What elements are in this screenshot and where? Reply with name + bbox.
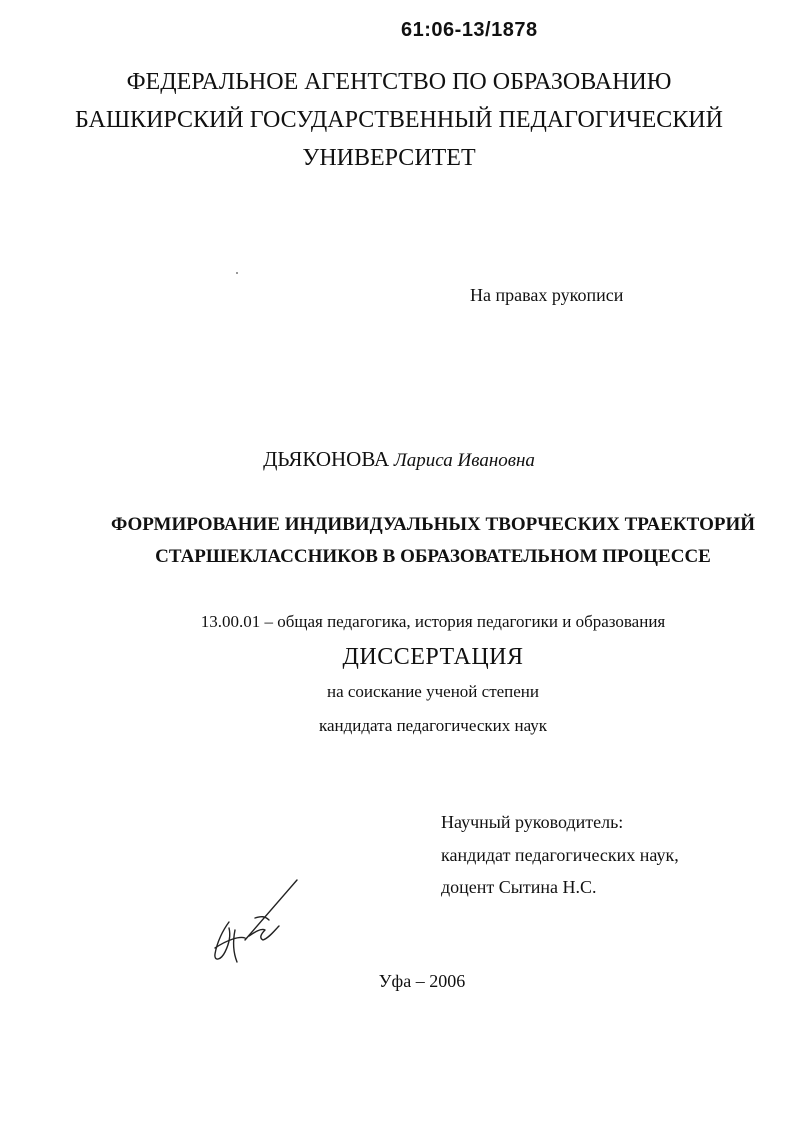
place-year: Уфа – 2006	[378, 971, 466, 991]
author-surname: ДЬЯКОНОВА	[263, 447, 390, 471]
advisor-name: доцент Сытина Н.С.	[441, 877, 597, 897]
thesis-title-line-2: СТАРШЕКЛАССНИКОВ В ОБРАЗОВАТЕЛЬНОМ ПРОЦЕССЕ	[155, 546, 711, 567]
author-name	[0, 447, 798, 472]
advisor-degree: кандидат педагогических наук,	[441, 845, 679, 865]
thesis-title-line-1: ФОРМИРОВАНИЕ ИНДИВИДУАЛЬНЫХ ТВОРЧЕСКИХ ТРАЕКТОРИЙ	[110, 514, 756, 535]
archive-code: 61:06-13/1878	[401, 19, 538, 41]
degree-line-1: на соискание ученой степени	[326, 682, 540, 701]
document-type: ДИССЕРТАЦИЯ	[342, 644, 524, 670]
degree-line-2: кандидата педагогических наук	[318, 716, 548, 735]
institution-line-3: УНИВЕРСИТЕТ	[302, 145, 476, 171]
manuscript-note: На правах рукописи	[470, 285, 624, 305]
institution-line-2: БАШКИРСКИЙ ГОСУДАРСТВЕННЫЙ ПЕДАГОГИЧЕСКИЙ	[75, 107, 723, 133]
specialty-code: 13.00.01 – общая педагогика, история педагогики и образования	[200, 612, 666, 631]
advisor-label: Научный руководитель:	[441, 812, 624, 832]
institution-line-1: ФЕДЕРАЛЬНОЕ АГЕНТСТВО ПО ОБРАЗОВАНИЮ	[126, 69, 672, 95]
author-given-names: Лариса Ивановна	[393, 450, 535, 471]
handwritten-signature	[205, 878, 305, 970]
scan-speck	[236, 272, 238, 274]
